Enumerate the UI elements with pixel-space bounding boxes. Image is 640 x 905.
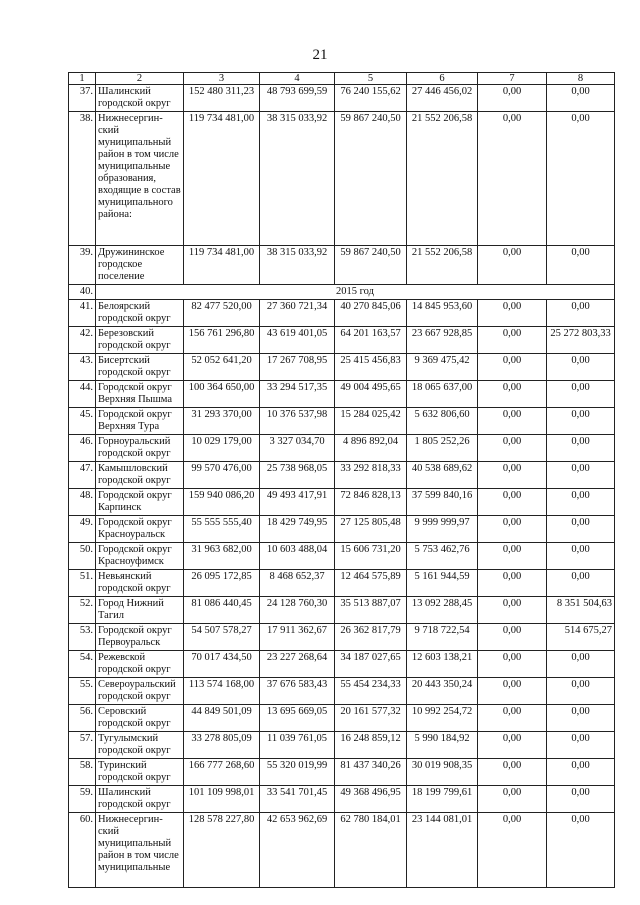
value-col3: 166 777 268,60 <box>184 759 260 786</box>
value-col5: 62 780 184,01 <box>335 813 407 888</box>
value-col8: 0,00 <box>547 112 615 246</box>
row-number: 53. <box>69 624 96 651</box>
value-col5: 20 161 577,32 <box>335 705 407 732</box>
value-col6: 9 999 999,97 <box>407 516 478 543</box>
column-header: 5 <box>335 73 407 85</box>
table-row <box>69 624 615 651</box>
value-col6: 5 632 806,60 <box>407 408 478 435</box>
column-header: 3 <box>184 73 260 85</box>
value-col7: 0,00 <box>478 327 547 354</box>
row-number: 47. <box>69 462 96 489</box>
row-number: 51. <box>69 570 96 597</box>
value-col3: 10 029 179,00 <box>184 435 260 462</box>
value-col8: 0,00 <box>547 678 615 705</box>
table-row <box>69 112 615 246</box>
value-col7: 0,00 <box>478 813 547 888</box>
value-col4: 49 493 417,91 <box>260 489 335 516</box>
municipality-name: Режевской городской округ <box>96 651 184 678</box>
value-col7: 0,00 <box>478 732 547 759</box>
table-row <box>69 759 615 786</box>
value-col3: 26 095 172,85 <box>184 570 260 597</box>
value-col7: 0,00 <box>478 381 547 408</box>
value-col8: 0,00 <box>547 300 615 327</box>
value-col7: 0,00 <box>478 543 547 570</box>
value-col7: 0,00 <box>478 354 547 381</box>
value-col4: 38 315 033,92 <box>260 112 335 246</box>
value-col8: 0,00 <box>547 759 615 786</box>
value-col6: 9 369 475,42 <box>407 354 478 381</box>
table-row <box>69 300 615 327</box>
table-row <box>69 516 615 543</box>
table-row <box>69 678 615 705</box>
value-col7: 0,00 <box>478 112 547 246</box>
value-col5: 59 867 240,50 <box>335 246 407 285</box>
value-col8: 0,00 <box>547 813 615 888</box>
value-col5: 49 368 496,95 <box>335 786 407 813</box>
value-col3: 113 574 168,00 <box>184 678 260 705</box>
value-col4: 48 793 699,59 <box>260 85 335 112</box>
value-col4: 55 320 019,99 <box>260 759 335 786</box>
value-col6: 12 603 138,21 <box>407 651 478 678</box>
value-col8: 0,00 <box>547 651 615 678</box>
column-header: 4 <box>260 73 335 85</box>
value-col5: 26 362 817,79 <box>335 624 407 651</box>
value-col6: 40 538 689,62 <box>407 462 478 489</box>
value-col3: 152 480 311,23 <box>184 85 260 112</box>
value-col7: 0,00 <box>478 597 547 624</box>
value-col6: 5 753 462,76 <box>407 543 478 570</box>
value-col6: 23 144 081,01 <box>407 813 478 888</box>
value-col3: 159 940 086,20 <box>184 489 260 516</box>
municipality-name: Городской округ Первоуральск <box>96 624 184 651</box>
row-number: 39. <box>69 246 96 285</box>
municipality-name: Нижнесергин-ский муниципальный район в том числе муниципальные <box>96 813 184 888</box>
value-col6: 5 161 944,59 <box>407 570 478 597</box>
municipality-name: Тугулымский городской округ <box>96 732 184 759</box>
value-col7: 0,00 <box>478 462 547 489</box>
table-row <box>69 354 615 381</box>
table-row <box>69 85 615 112</box>
value-col8: 0,00 <box>547 543 615 570</box>
municipality-name: Невьянский городской округ <box>96 570 184 597</box>
value-col6: 37 599 840,16 <box>407 489 478 516</box>
municipality-name: Городской округ Красноуфимск <box>96 543 184 570</box>
value-col7: 0,00 <box>478 408 547 435</box>
column-header: 8 <box>547 73 615 85</box>
row-number: 50. <box>69 543 96 570</box>
value-col3: 128 578 227,80 <box>184 813 260 888</box>
value-col7: 0,00 <box>478 624 547 651</box>
row-number: 37. <box>69 85 96 112</box>
value-col3: 54 507 578,27 <box>184 624 260 651</box>
value-col6: 21 552 206,58 <box>407 112 478 246</box>
table-row <box>69 435 615 462</box>
value-col4: 38 315 033,92 <box>260 246 335 285</box>
value-col4: 17 911 362,67 <box>260 624 335 651</box>
value-col8: 0,00 <box>547 354 615 381</box>
value-col6: 1 805 252,26 <box>407 435 478 462</box>
value-col5: 25 415 456,83 <box>335 354 407 381</box>
row-number: 59. <box>69 786 96 813</box>
value-col8: 0,00 <box>547 462 615 489</box>
value-col4: 43 619 401,05 <box>260 327 335 354</box>
value-col3: 31 963 682,00 <box>184 543 260 570</box>
value-col7: 0,00 <box>478 300 547 327</box>
value-col4: 13 695 669,05 <box>260 705 335 732</box>
value-col5: 72 846 828,13 <box>335 489 407 516</box>
value-col8: 0,00 <box>547 246 615 285</box>
value-col6: 5 990 184,92 <box>407 732 478 759</box>
table-row <box>69 732 615 759</box>
value-col7: 0,00 <box>478 246 547 285</box>
value-col7: 0,00 <box>478 570 547 597</box>
table-row <box>69 705 615 732</box>
value-col6: 23 667 928,85 <box>407 327 478 354</box>
value-col6: 18 065 637,00 <box>407 381 478 408</box>
value-col3: 82 477 520,00 <box>184 300 260 327</box>
municipality-name: Белоярский городской округ <box>96 300 184 327</box>
municipality-name: Горноуральский городской округ <box>96 435 184 462</box>
value-col4: 17 267 708,95 <box>260 354 335 381</box>
municipality-name: Туринский городской округ <box>96 759 184 786</box>
value-col8: 0,00 <box>547 732 615 759</box>
municipality-name: Городской округ Верхняя Тура <box>96 408 184 435</box>
municipality-name: Бисертский городской округ <box>96 354 184 381</box>
value-col5: 76 240 155,62 <box>335 85 407 112</box>
value-col5: 33 292 818,33 <box>335 462 407 489</box>
row-number: 52. <box>69 597 96 624</box>
table-row <box>69 786 615 813</box>
value-col3: 119 734 481,00 <box>184 246 260 285</box>
header-row <box>69 73 615 85</box>
value-col6: 18 199 799,61 <box>407 786 478 813</box>
row-number: 41. <box>69 300 96 327</box>
value-col5: 35 513 887,07 <box>335 597 407 624</box>
municipality-name: Шалинский городской округ <box>96 786 184 813</box>
value-col3: 81 086 440,45 <box>184 597 260 624</box>
value-col5: 15 606 731,20 <box>335 543 407 570</box>
value-col3: 44 849 501,09 <box>184 705 260 732</box>
value-col8: 514 675,27 <box>547 624 615 651</box>
table-row <box>69 543 615 570</box>
value-col8: 0,00 <box>547 516 615 543</box>
value-col4: 37 676 583,43 <box>260 678 335 705</box>
row-number: 42. <box>69 327 96 354</box>
value-col8: 0,00 <box>547 489 615 516</box>
row-number: 57. <box>69 732 96 759</box>
value-col4: 10 376 537,98 <box>260 408 335 435</box>
value-col6: 27 446 456,02 <box>407 85 478 112</box>
value-col8: 8 351 504,63 <box>547 597 615 624</box>
municipality-name: Североуральский городской округ <box>96 678 184 705</box>
value-col3: 31 293 370,00 <box>184 408 260 435</box>
value-col3: 70 017 434,50 <box>184 651 260 678</box>
value-col8: 0,00 <box>547 570 615 597</box>
value-col3: 52 052 641,20 <box>184 354 260 381</box>
value-col5: 15 284 025,42 <box>335 408 407 435</box>
value-col5: 49 004 495,65 <box>335 381 407 408</box>
row-number: 44. <box>69 381 96 408</box>
municipality-name: Городской округ Верхняя Пышма <box>96 381 184 408</box>
row-number: 49. <box>69 516 96 543</box>
row-number: 46. <box>69 435 96 462</box>
value-col7: 0,00 <box>478 489 547 516</box>
value-col6: 30 019 908,35 <box>407 759 478 786</box>
value-col5: 59 867 240,50 <box>335 112 407 246</box>
value-col8: 0,00 <box>547 408 615 435</box>
value-col5: 34 187 027,65 <box>335 651 407 678</box>
value-col7: 0,00 <box>478 786 547 813</box>
value-col5: 64 201 163,57 <box>335 327 407 354</box>
value-col4: 25 738 968,05 <box>260 462 335 489</box>
section-row <box>69 285 615 300</box>
value-col7: 0,00 <box>478 678 547 705</box>
row-number: 56. <box>69 705 96 732</box>
value-col3: 55 555 555,40 <box>184 516 260 543</box>
budget-table <box>68 72 615 888</box>
value-col6: 14 845 953,60 <box>407 300 478 327</box>
value-col3: 156 761 296,80 <box>184 327 260 354</box>
municipality-name: Город Нижний Тагил <box>96 597 184 624</box>
value-col6: 9 718 722,54 <box>407 624 478 651</box>
municipality-name: Шалинский городской округ <box>96 85 184 112</box>
value-col4: 8 468 652,37 <box>260 570 335 597</box>
value-col6: 10 992 254,72 <box>407 705 478 732</box>
table-row <box>69 489 615 516</box>
value-col8: 0,00 <box>547 705 615 732</box>
value-col4: 3 327 034,70 <box>260 435 335 462</box>
page-number: 21 <box>312 47 328 63</box>
table-row <box>69 462 615 489</box>
municipality-name: Березовский городской округ <box>96 327 184 354</box>
value-col7: 0,00 <box>478 705 547 732</box>
table-row <box>69 570 615 597</box>
table-row <box>69 813 615 888</box>
value-col8: 0,00 <box>547 381 615 408</box>
value-col5: 81 437 340,26 <box>335 759 407 786</box>
table-row <box>69 327 615 354</box>
table-row <box>69 651 615 678</box>
value-col5: 12 464 575,89 <box>335 570 407 597</box>
value-col6: 21 552 206,58 <box>407 246 478 285</box>
row-number: 40. <box>69 285 96 300</box>
value-col6: 13 092 288,45 <box>407 597 478 624</box>
column-header: 1 <box>69 73 96 85</box>
table-row <box>69 597 615 624</box>
value-col5: 4 896 892,04 <box>335 435 407 462</box>
value-col3: 101 109 998,01 <box>184 786 260 813</box>
municipality-name: Камышловский городской округ <box>96 462 184 489</box>
row-number: 43. <box>69 354 96 381</box>
column-header: 6 <box>407 73 478 85</box>
value-col7: 0,00 <box>478 516 547 543</box>
column-header: 7 <box>478 73 547 85</box>
value-col5: 27 125 805,48 <box>335 516 407 543</box>
table-row <box>69 246 615 285</box>
value-col8: 0,00 <box>547 85 615 112</box>
value-col8: 25 272 803,33 <box>547 327 615 354</box>
value-col4: 33 294 517,35 <box>260 381 335 408</box>
value-col7: 0,00 <box>478 759 547 786</box>
value-col4: 11 039 761,05 <box>260 732 335 759</box>
value-col3: 99 570 476,00 <box>184 462 260 489</box>
value-col7: 0,00 <box>478 435 547 462</box>
row-number: 48. <box>69 489 96 516</box>
row-number: 58. <box>69 759 96 786</box>
section-label: 2015 год <box>96 285 615 300</box>
value-col4: 27 360 721,34 <box>260 300 335 327</box>
value-col4: 42 653 962,69 <box>260 813 335 888</box>
value-col5: 55 454 234,33 <box>335 678 407 705</box>
value-col4: 10 603 488,04 <box>260 543 335 570</box>
value-col7: 0,00 <box>478 85 547 112</box>
municipality-name: Нижнесергин-ский муниципальный район в том числе муниципальные образования, входящие в состав муниципального района: <box>96 112 184 246</box>
municipality-name: Городской округ Карпинск <box>96 489 184 516</box>
value-col4: 33 541 701,45 <box>260 786 335 813</box>
value-col3: 119 734 481,00 <box>184 112 260 246</box>
value-col3: 33 278 805,09 <box>184 732 260 759</box>
row-number: 38. <box>69 112 96 246</box>
value-col6: 20 443 350,24 <box>407 678 478 705</box>
value-col3: 100 364 650,00 <box>184 381 260 408</box>
value-col5: 16 248 859,12 <box>335 732 407 759</box>
value-col4: 23 227 268,64 <box>260 651 335 678</box>
value-col8: 0,00 <box>547 786 615 813</box>
row-number: 55. <box>69 678 96 705</box>
value-col4: 24 128 760,30 <box>260 597 335 624</box>
municipality-name: Городской округ Красноуральск <box>96 516 184 543</box>
column-header: 2 <box>96 73 184 85</box>
value-col8: 0,00 <box>547 435 615 462</box>
value-col4: 18 429 749,95 <box>260 516 335 543</box>
table-row <box>69 408 615 435</box>
row-number: 45. <box>69 408 96 435</box>
row-number: 60. <box>69 813 96 888</box>
value-col5: 40 270 845,06 <box>335 300 407 327</box>
municipality-name: Дружининское городское поселение <box>96 246 184 285</box>
value-col7: 0,00 <box>478 651 547 678</box>
row-number: 54. <box>69 651 96 678</box>
municipality-name: Серовский городской округ <box>96 705 184 732</box>
table-row <box>69 381 615 408</box>
